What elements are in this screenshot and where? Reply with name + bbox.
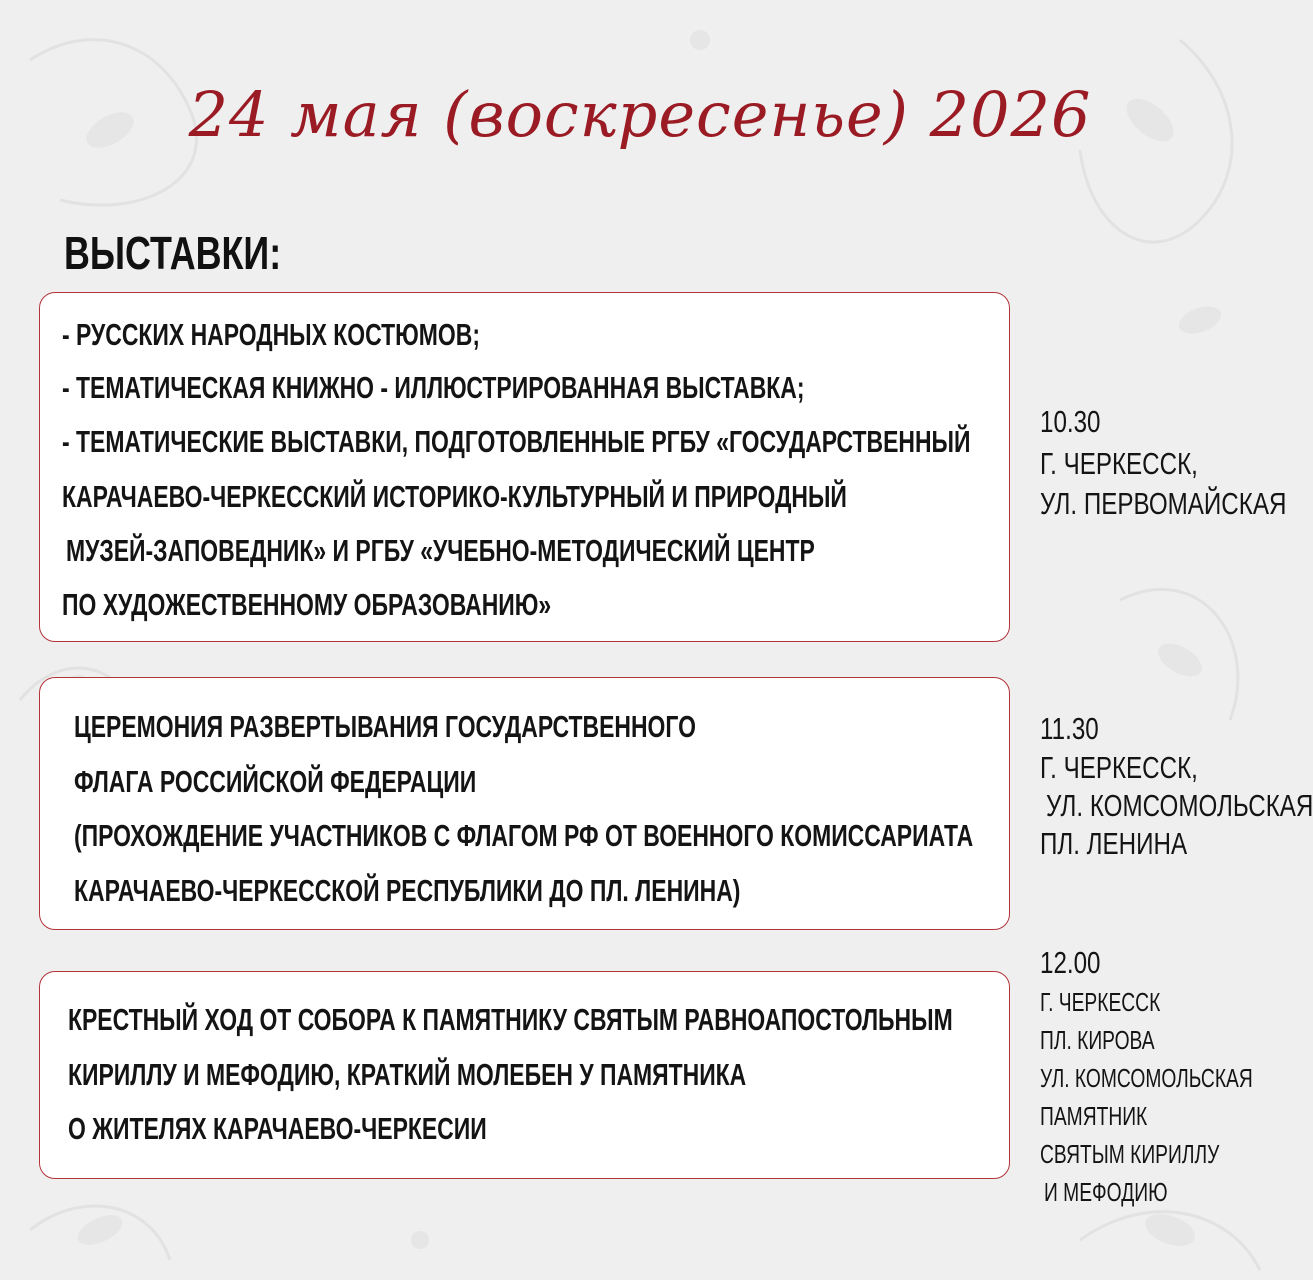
event-time: 10.30: [1040, 404, 1101, 439]
page-title: 24 мая (воскресенье) 2026: [188, 78, 1092, 151]
event-line: - РУССКИХ НАРОДНЫХ КОСТЮМОВ;: [62, 317, 480, 352]
event-place-line: ПЛ. ЛЕНИНА: [1040, 826, 1188, 861]
event-line: ПО ХУДОЖЕСТВЕННОМУ ОБРАЗОВАНИЮ»: [62, 587, 552, 622]
event-place-line: И МЕФОДИЮ: [1044, 1177, 1168, 1207]
event-line: ЦЕРЕМОНИЯ РАЗВЕРТЫВАНИЯ ГОСУДАРСТВЕННОГО: [74, 709, 696, 744]
event-place-line: Г. ЧЕРКЕССК,: [1040, 446, 1198, 481]
event-line: КИРИЛЛУ И МЕФОДИЮ, КРАТКИЙ МОЛЕБЕН У ПАМЯТНИКА: [68, 1057, 747, 1092]
event-time: 11.30: [1040, 711, 1099, 746]
event-line: КАРАЧАЕВО-ЧЕРКЕССКОЙ РЕСПУБЛИКИ ДО ПЛ. ЛЕНИНА): [74, 873, 741, 908]
event-line: МУЗЕЙ-ЗАПОВЕДНИК» И РГБУ «УЧЕБНО-МЕТОДИЧЕСКИЙ ЦЕНТР: [66, 533, 815, 568]
event-time: 12.00: [1040, 945, 1101, 980]
event-line: КРЕСТНЫЙ ХОД ОТ СОБОРА К ПАМЯТНИКУ СВЯТЫМ РАВНОАПОСТОЛЬНЫМ: [68, 1002, 953, 1037]
event-place-line: ПАМЯТНИК: [1040, 1101, 1148, 1131]
event-line: ФЛАГА РОССИЙСКОЙ ФЕДЕРАЦИИ: [74, 764, 477, 799]
event-line: О ЖИТЕЛЯХ КАРАЧАЕВО-ЧЕРКЕСИИ: [68, 1111, 487, 1146]
event-line: КАРАЧАЕВО-ЧЕРКЕССКИЙ ИСТОРИКО-КУЛЬТУРНЫЙ И ПРИРОДНЫЙ: [62, 479, 847, 514]
event-line: - ТЕМАТИЧЕСКАЯ КНИЖНО - ИЛЛЮСТРИРОВАННАЯ ВЫСТАВКА;: [62, 370, 805, 405]
event-place-line: УЛ. КОМСОМОЛЬСКАЯ: [1046, 788, 1313, 823]
event-place-line: ПЛ. КИРОВА: [1040, 1025, 1155, 1055]
section-heading-exhibitions: ВЫСТАВКИ:: [64, 227, 282, 279]
event-place-line: УЛ. ПЕРВОМАЙСКАЯ: [1040, 486, 1287, 521]
event-place-line: Г. ЧЕРКЕССК: [1040, 987, 1161, 1017]
event-line: - ТЕМАТИЧЕСКИЕ ВЫСТАВКИ, ПОДГОТОВЛЕННЫЕ РГБУ «ГОСУДАРСТВЕННЫЙ: [62, 424, 971, 459]
event-place-line: Г. ЧЕРКЕССК,: [1040, 750, 1198, 785]
event-place-line: УЛ. КОМСОМОЛЬСКАЯ: [1040, 1063, 1253, 1093]
event-place-line: СВЯТЫМ КИРИЛЛУ: [1040, 1139, 1220, 1169]
event-line: (ПРОХОЖДЕНИЕ УЧАСТНИКОВ С ФЛАГОМ РФ ОТ ВОЕННОГО КОМИССАРИАТА: [74, 818, 974, 853]
